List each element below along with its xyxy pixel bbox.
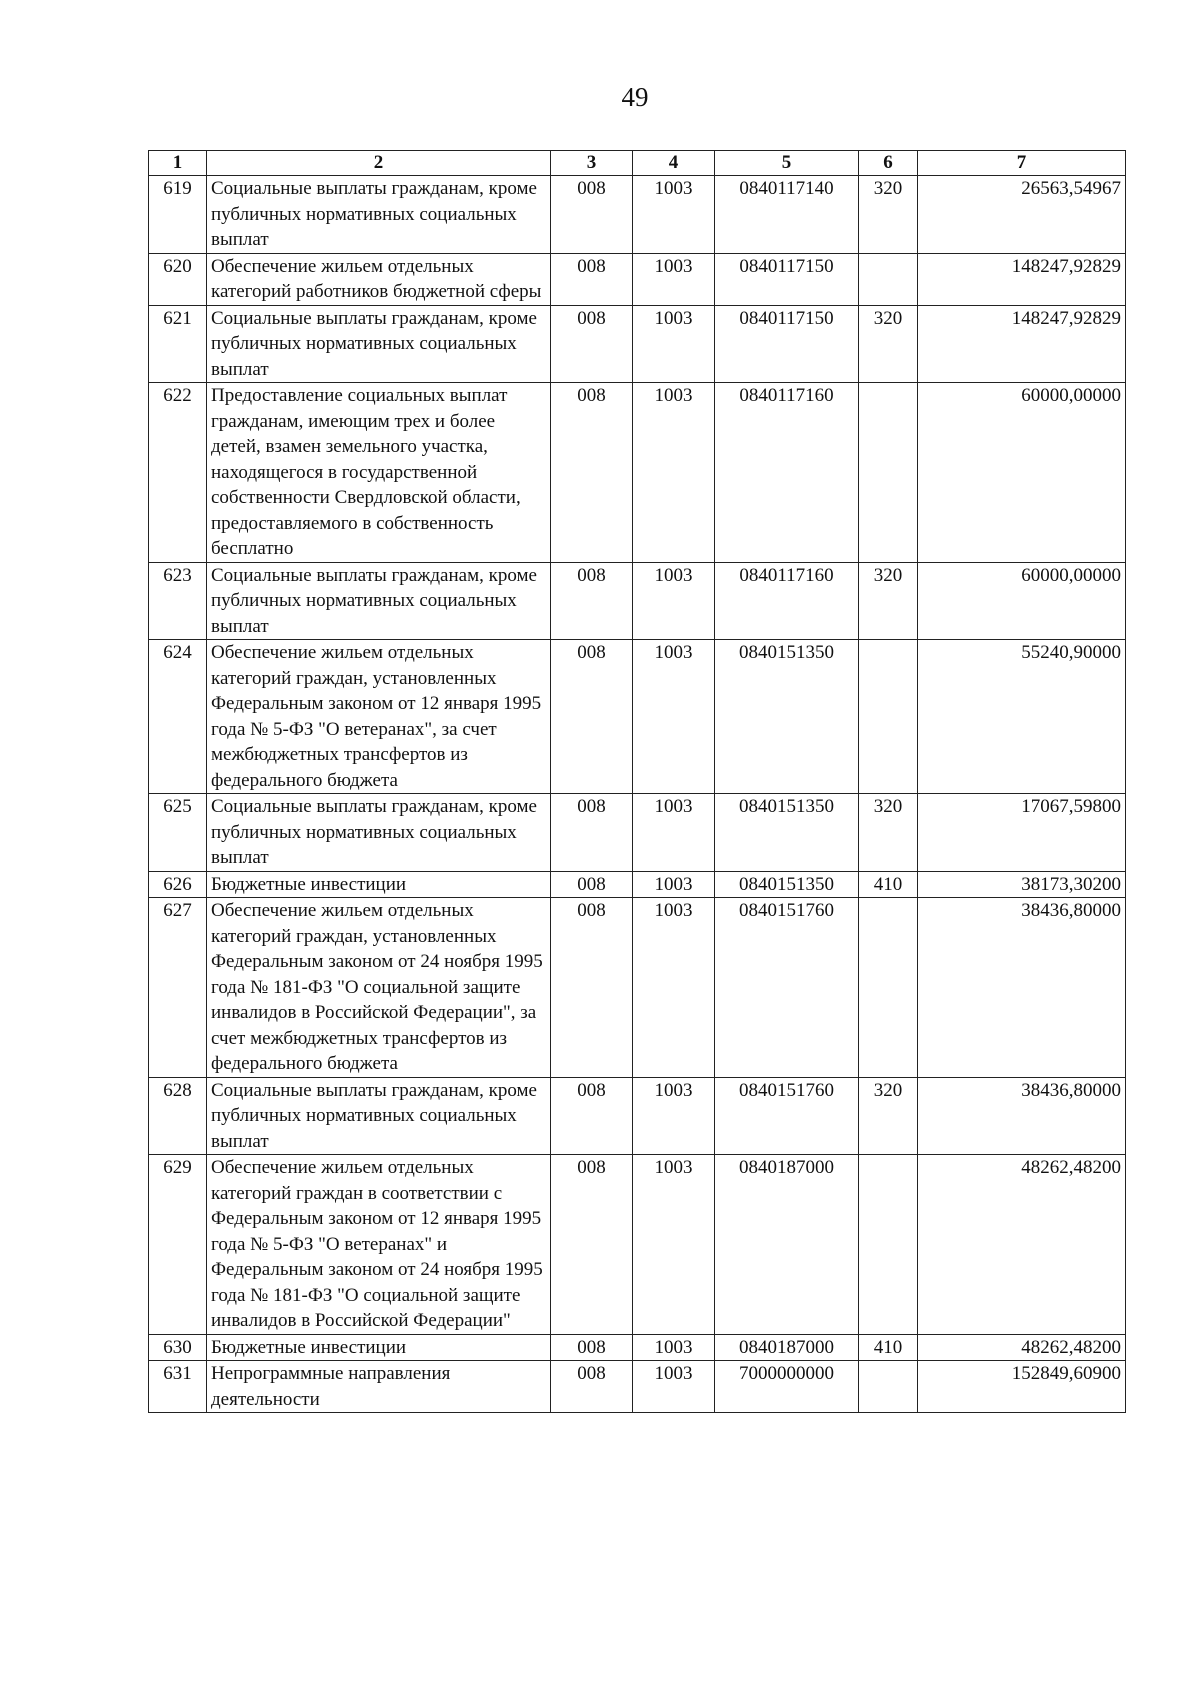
table-row: [149, 898, 1126, 1078]
row-number-cell: 619: [149, 176, 207, 254]
admin-code-cell: 008: [551, 871, 633, 898]
amount-cell: 60000,00000: [918, 562, 1126, 640]
target-article-cell: 0840151350: [715, 871, 859, 898]
admin-code-cell: 008: [551, 305, 633, 383]
column-header-1: 1: [149, 151, 207, 176]
item-name-cell: Предоставление социальных выплат гражданам, имеющим трех и более детей, взамен земельного участка, находящегося в государственной собственности Свердловской области, предоставляемого в собственность бесплатно: [207, 383, 551, 563]
expense-type-cell: 410: [859, 1334, 918, 1361]
expense-type-cell: 320: [859, 562, 918, 640]
amount-cell: 48262,48200: [918, 1334, 1126, 1361]
amount-cell: 48262,48200: [918, 1155, 1126, 1335]
row-number-cell: 628: [149, 1077, 207, 1155]
table-row: [149, 305, 1126, 383]
target-article-cell: 0840187000: [715, 1334, 859, 1361]
admin-code-cell: 008: [551, 1155, 633, 1335]
row-number-cell: 626: [149, 871, 207, 898]
page-number: 49: [621, 82, 649, 112]
expense-type-cell: [859, 640, 918, 794]
target-article-cell: 0840151350: [715, 794, 859, 872]
target-article-cell: 0840151760: [715, 898, 859, 1078]
item-name-cell: Социальные выплаты гражданам, кроме публичных нормативных социальных выплат: [207, 176, 551, 254]
column-header-5: 5: [715, 151, 859, 176]
section-code-cell: 1003: [633, 176, 715, 254]
header-row: [149, 151, 1126, 176]
amount-cell: 55240,90000: [918, 640, 1126, 794]
expense-type-cell: 320: [859, 176, 918, 254]
section-code-cell: 1003: [633, 794, 715, 872]
amount-cell: 148247,92829: [918, 305, 1126, 383]
section-code-cell: 1003: [633, 1334, 715, 1361]
target-article-cell: 0840117150: [715, 305, 859, 383]
table-row: [149, 562, 1126, 640]
admin-code-cell: 008: [551, 253, 633, 305]
section-code-cell: 1003: [633, 383, 715, 563]
table-row: [149, 871, 1126, 898]
target-article-cell: 0840117160: [715, 383, 859, 563]
section-code-cell: 1003: [633, 1155, 715, 1335]
table-row: [149, 1155, 1126, 1335]
admin-code-cell: 008: [551, 176, 633, 254]
row-number-cell: 625: [149, 794, 207, 872]
amount-cell: 17067,59800: [918, 794, 1126, 872]
expense-type-cell: 320: [859, 794, 918, 872]
target-article-cell: 0840151760: [715, 1077, 859, 1155]
table-row: [149, 1361, 1126, 1413]
target-article-cell: 7000000000: [715, 1361, 859, 1413]
admin-code-cell: 008: [551, 1334, 633, 1361]
row-number-cell: 623: [149, 562, 207, 640]
item-name-cell: Обеспечение жильем отдельных категорий работников бюджетной сферы: [207, 253, 551, 305]
amount-cell: 148247,92829: [918, 253, 1126, 305]
row-number-cell: 630: [149, 1334, 207, 1361]
section-code-cell: 1003: [633, 640, 715, 794]
section-code-cell: 1003: [633, 898, 715, 1078]
table-row: [149, 640, 1126, 794]
expense-type-cell: [859, 1361, 918, 1413]
item-name-cell: Бюджетные инвестиции: [207, 1334, 551, 1361]
row-number-cell: 621: [149, 305, 207, 383]
item-name-cell: Обеспечение жильем отдельных категорий граждан в соответствии с Федеральным законом от 12 января 1995 года № 5-ФЗ "О ветеранах" и Федеральным законом от 24 ноября 1995 года № 181-ФЗ "О социальной защите инвалидов в Российской Федерации": [207, 1155, 551, 1335]
table-row: [149, 176, 1126, 254]
target-article-cell: 0840117140: [715, 176, 859, 254]
row-number-cell: 624: [149, 640, 207, 794]
admin-code-cell: 008: [551, 794, 633, 872]
expense-type-cell: 320: [859, 1077, 918, 1155]
expense-type-cell: 410: [859, 871, 918, 898]
admin-code-cell: 008: [551, 1361, 633, 1413]
amount-cell: 38173,30200: [918, 871, 1126, 898]
section-code-cell: 1003: [633, 1077, 715, 1155]
target-article-cell: 0840117150: [715, 253, 859, 305]
table-row: [149, 253, 1126, 305]
admin-code-cell: 008: [551, 562, 633, 640]
target-article-cell: 0840151350: [715, 640, 859, 794]
expense-type-cell: [859, 898, 918, 1078]
column-header-2: 2: [207, 151, 551, 176]
column-header-6: 6: [859, 151, 918, 176]
row-number-cell: 631: [149, 1361, 207, 1413]
row-number-cell: 627: [149, 898, 207, 1078]
column-header-3: 3: [551, 151, 633, 176]
column-header-4: 4: [633, 151, 715, 176]
table-body: [149, 176, 1126, 1413]
expense-type-cell: 320: [859, 305, 918, 383]
item-name-cell: Бюджетные инвестиции: [207, 871, 551, 898]
target-article-cell: 0840187000: [715, 1155, 859, 1335]
admin-code-cell: 008: [551, 1077, 633, 1155]
row-number-cell: 629: [149, 1155, 207, 1335]
item-name-cell: Социальные выплаты гражданам, кроме публичных нормативных социальных выплат: [207, 794, 551, 872]
item-name-cell: Обеспечение жильем отдельных категорий граждан, установленных Федеральным законом от 12 января 1995 года № 5-ФЗ "О ветеранах", за счет межбюджетных трансфертов из федерального бюджета: [207, 640, 551, 794]
budget-table: [148, 150, 1126, 1413]
expense-type-cell: [859, 383, 918, 563]
amount-cell: 38436,80000: [918, 1077, 1126, 1155]
row-number-cell: 620: [149, 253, 207, 305]
item-name-cell: Обеспечение жильем отдельных категорий граждан, установленных Федеральным законом от 24 ноября 1995 года № 181-ФЗ "О социальной защите инвалидов в Российской Федерации", за счет межбюджетных трансфертов из федерального бюджета: [207, 898, 551, 1078]
table-row: [149, 1334, 1126, 1361]
item-name-cell: Социальные выплаты гражданам, кроме публичных нормативных социальных выплат: [207, 562, 551, 640]
amount-cell: 152849,60900: [918, 1361, 1126, 1413]
section-code-cell: 1003: [633, 871, 715, 898]
row-number-cell: 622: [149, 383, 207, 563]
expense-type-cell: [859, 1155, 918, 1335]
section-code-cell: 1003: [633, 562, 715, 640]
section-code-cell: 1003: [633, 305, 715, 383]
amount-cell: 60000,00000: [918, 383, 1126, 563]
admin-code-cell: 008: [551, 640, 633, 794]
table-row: [149, 1077, 1126, 1155]
section-code-cell: 1003: [633, 253, 715, 305]
item-name-cell: Социальные выплаты гражданам, кроме публичных нормативных социальных выплат: [207, 1077, 551, 1155]
table-row: [149, 383, 1126, 563]
table-row: [149, 794, 1126, 872]
admin-code-cell: 008: [551, 898, 633, 1078]
target-article-cell: 0840117160: [715, 562, 859, 640]
item-name-cell: Непрограммные направления деятельности: [207, 1361, 551, 1413]
admin-code-cell: 008: [551, 383, 633, 563]
amount-cell: 38436,80000: [918, 898, 1126, 1078]
amount-cell: 26563,54967: [918, 176, 1126, 254]
column-header-7: 7: [918, 151, 1126, 176]
section-code-cell: 1003: [633, 1361, 715, 1413]
item-name-cell: Социальные выплаты гражданам, кроме публичных нормативных социальных выплат: [207, 305, 551, 383]
expense-type-cell: [859, 253, 918, 305]
